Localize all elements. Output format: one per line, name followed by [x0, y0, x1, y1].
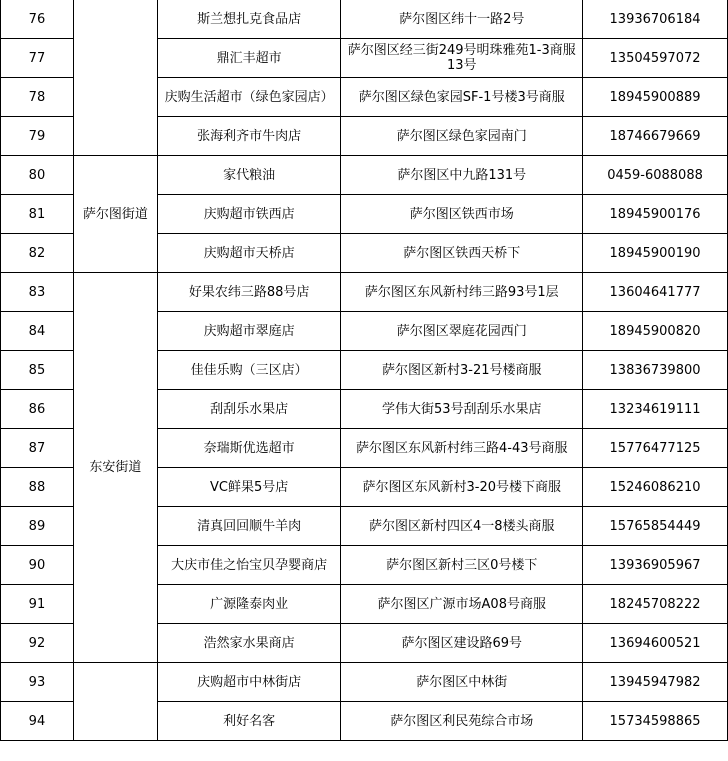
row-number: 85: [1, 351, 74, 390]
store-name: 鼎汇丰超市: [157, 39, 341, 78]
store-name: 佳佳乐购（三区店）: [157, 351, 341, 390]
row-number: 88: [1, 468, 74, 507]
store-address: 萨尔图区中林街: [341, 663, 583, 702]
store-address: 萨尔图区建设路69号: [341, 624, 583, 663]
store-name: 庆购超市天桥店: [157, 234, 341, 273]
row-number: 80: [1, 156, 74, 195]
row-number: 81: [1, 195, 74, 234]
store-address: 萨尔图区中九路131号: [341, 156, 583, 195]
store-name: 好果农纬三路88号店: [157, 273, 341, 312]
store-address: 萨尔图区新村四区4一8楼头商服: [341, 507, 583, 546]
store-phone: 18245708222: [583, 585, 728, 624]
store-phone: 13945947982: [583, 663, 728, 702]
row-number: 91: [1, 585, 74, 624]
row-number: 94: [1, 702, 74, 741]
table-row: [1, 156, 728, 195]
street-cell-saertu: 萨尔图街道: [73, 156, 157, 273]
store-name: 奈瑞斯优选超市: [157, 429, 341, 468]
row-number: 92: [1, 624, 74, 663]
store-phone: 13836739800: [583, 351, 728, 390]
store-address: 萨尔图区翠庭花园西门: [341, 312, 583, 351]
store-name: 斯兰想扎克食品店: [157, 0, 341, 39]
store-address: 学伟大街53号刮刮乐水果店: [341, 390, 583, 429]
table-row: [1, 663, 728, 702]
store-name: 利好名客: [157, 702, 341, 741]
row-number: 84: [1, 312, 74, 351]
row-number: 93: [1, 663, 74, 702]
store-phone: 13936706184: [583, 0, 728, 39]
store-address: 萨尔图区绿色家园南门: [341, 117, 583, 156]
row-number: 83: [1, 273, 74, 312]
store-address: 萨尔图区利民苑综合市场: [341, 702, 583, 741]
store-name: 大庆市佳之怡宝贝孕婴商店: [157, 546, 341, 585]
store-address: 萨尔图区铁西市场: [341, 195, 583, 234]
store-phone: 15776477125: [583, 429, 728, 468]
table-row: [1, 0, 728, 39]
store-name: 庆购超市翠庭店: [157, 312, 341, 351]
store-address: 萨尔图区铁西天桥下: [341, 234, 583, 273]
store-address: 萨尔图区纬十一路2号: [341, 0, 583, 39]
store-name: 浩然家水果商店: [157, 624, 341, 663]
store-address: 萨尔图区新村3-21号楼商服: [341, 351, 583, 390]
store-name: 家代粮油: [157, 156, 341, 195]
store-phone: 15246086210: [583, 468, 728, 507]
store-name: 清真回回顺牛羊肉: [157, 507, 341, 546]
street-cell-dongan: 东安街道: [73, 273, 157, 663]
store-name: 张海利齐市牛肉店: [157, 117, 341, 156]
store-address: 萨尔图区新村三区0号楼下: [341, 546, 583, 585]
table-row: [1, 273, 728, 312]
store-phone: 15765854449: [583, 507, 728, 546]
row-number: 78: [1, 78, 74, 117]
store-name: 庆购超市铁西店: [157, 195, 341, 234]
row-number: 82: [1, 234, 74, 273]
store-phone: 18945900190: [583, 234, 728, 273]
street-cell-empty: [73, 663, 157, 741]
store-address: 萨尔图区东风新村纬三路93号1层: [341, 273, 583, 312]
store-address: 萨尔图区绿色家园SF-1号楼3号商服: [341, 78, 583, 117]
row-number: 77: [1, 39, 74, 78]
store-phone: 18945900176: [583, 195, 728, 234]
store-name: 庆购生活超市（绿色家园店）: [157, 78, 341, 117]
store-phone: 15734598865: [583, 702, 728, 741]
store-phone: 18945900820: [583, 312, 728, 351]
store-phone: 13936905967: [583, 546, 728, 585]
store-phone: 18746679669: [583, 117, 728, 156]
store-phone: 13694600521: [583, 624, 728, 663]
store-phone: 13604641777: [583, 273, 728, 312]
store-address: 萨尔图区经三街249号明珠雅苑1-3商服13号: [341, 39, 583, 78]
row-number: 86: [1, 390, 74, 429]
store-phone: 13504597072: [583, 39, 728, 78]
row-number: 87: [1, 429, 74, 468]
store-phone: 13234619111: [583, 390, 728, 429]
row-number: 76: [1, 0, 74, 39]
store-name: 庆购超市中林街店: [157, 663, 341, 702]
store-name: VC鲜果5号店: [157, 468, 341, 507]
street-cell-empty: [73, 0, 157, 156]
row-number: 89: [1, 507, 74, 546]
row-number: 90: [1, 546, 74, 585]
row-number: 79: [1, 117, 74, 156]
store-name: 刮刮乐水果店: [157, 390, 341, 429]
store-address: 萨尔图区东风新村纬三路4-43号商服: [341, 429, 583, 468]
store-phone: 0459-6088088: [583, 156, 728, 195]
store-name: 广源隆泰肉业: [157, 585, 341, 624]
store-address: 萨尔图区广源市场A08号商服: [341, 585, 583, 624]
store-address: 萨尔图区东风新村3-20号楼下商服: [341, 468, 583, 507]
store-phone: 18945900889: [583, 78, 728, 117]
